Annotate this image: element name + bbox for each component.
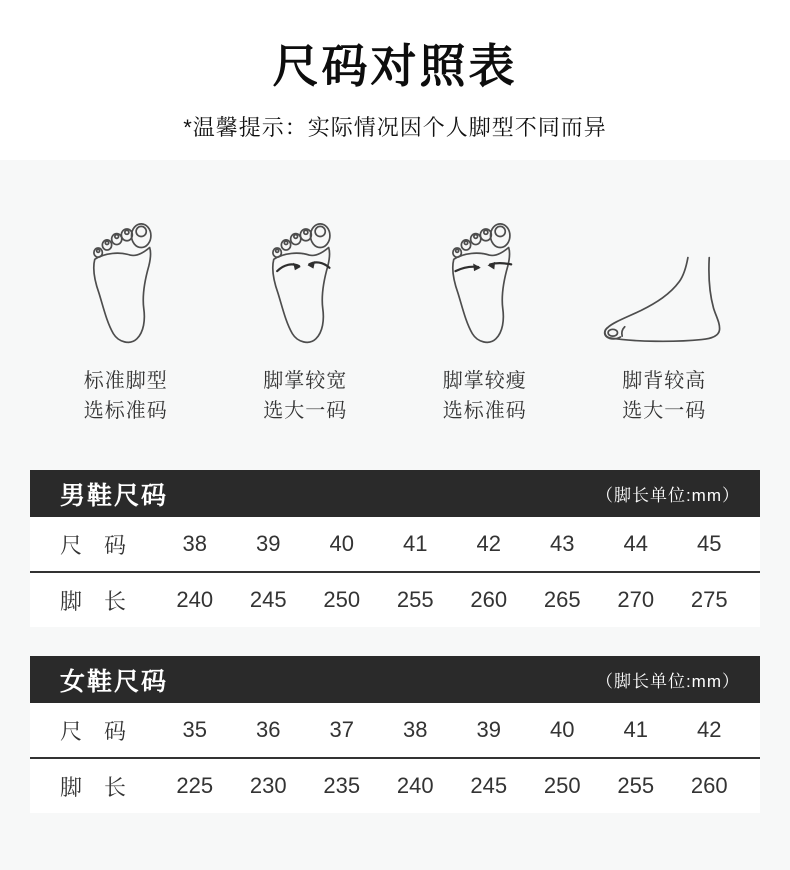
row-label: 尺 码 <box>60 532 127 558</box>
length-cell: 270 <box>617 587 655 612</box>
length-cell: 230 <box>249 773 287 798</box>
womens-table-header <box>30 656 760 703</box>
size-cell: 37 <box>329 717 354 742</box>
foot-guide-label-line1: 标准脚型 <box>83 370 168 392</box>
length-cell: 240 <box>396 773 434 798</box>
length-cell: 250 <box>543 773 581 798</box>
mens-table-unit-note: （脚长单位:mm） <box>595 486 740 505</box>
size-cell: 38 <box>403 717 428 742</box>
foot-guide-wide <box>216 204 396 426</box>
size-cell: 40 <box>329 531 354 556</box>
foot-type-guide <box>0 160 790 426</box>
size-cell: 42 <box>476 531 501 556</box>
womens-table-unit-note: （脚长单位:mm） <box>595 672 740 691</box>
length-cell: 255 <box>396 587 434 612</box>
size-cell: 43 <box>550 531 575 556</box>
size-cell: 36 <box>256 717 281 742</box>
content-section <box>0 160 790 870</box>
foot-guide-label-line2: 选大一码 <box>622 400 707 422</box>
length-cell: 255 <box>617 773 655 798</box>
size-cell: 38 <box>182 531 207 556</box>
size-cell: 41 <box>623 717 648 742</box>
length-cell: 225 <box>176 773 214 798</box>
foot-guide-label-line2: 选大一码 <box>263 400 348 422</box>
womens-size-table <box>30 656 760 813</box>
length-cell: 250 <box>323 587 361 612</box>
size-cell: 39 <box>256 531 281 556</box>
foot-guide-narrow <box>395 204 575 426</box>
womens-table-title: 女鞋尺码 <box>60 667 169 696</box>
size-cell: 35 <box>182 717 207 742</box>
foot-high-instep-icon <box>600 255 728 349</box>
mens-table-header <box>30 470 760 517</box>
length-cell: 235 <box>323 773 361 798</box>
length-cell: 265 <box>543 587 581 612</box>
foot-wide-icon <box>267 222 343 349</box>
length-cell: 275 <box>690 587 728 612</box>
length-cell: 245 <box>249 587 287 612</box>
mens-size-table <box>30 470 760 627</box>
foot-guide-label-line1: 脚掌较瘦 <box>442 370 527 392</box>
foot-guide-label-line1: 脚背较高 <box>622 370 707 392</box>
size-cell: 39 <box>476 717 501 742</box>
foot-narrow-icon <box>447 222 523 349</box>
row-label: 脚 长 <box>60 588 127 614</box>
size-cell: 42 <box>697 717 722 742</box>
foot-guide-label-line2: 选标准码 <box>442 400 527 422</box>
womens-size-row <box>30 703 760 757</box>
size-cell: 45 <box>697 531 722 556</box>
length-cell: 245 <box>470 773 508 798</box>
foot-guide-standard <box>36 204 216 426</box>
row-label: 尺 码 <box>60 718 127 744</box>
page-subtitle: *温馨提示：实际情况因个人脚型不同而异 <box>183 115 607 140</box>
mens-table-title: 男鞋尺码 <box>60 481 169 510</box>
page-title: 尺码对照表 <box>272 40 518 92</box>
size-cell: 40 <box>550 717 575 742</box>
length-cell: 260 <box>690 773 728 798</box>
foot-guide-label-line1: 脚掌较宽 <box>263 370 348 392</box>
womens-footlength-row <box>30 759 760 813</box>
page-header <box>0 0 790 160</box>
row-label: 脚 长 <box>60 774 127 800</box>
foot-standard-icon <box>88 222 164 349</box>
foot-guide-high-instep <box>575 204 755 426</box>
size-cell: 41 <box>403 531 428 556</box>
length-cell: 240 <box>176 587 214 612</box>
foot-guide-label-line2: 选标准码 <box>83 400 168 422</box>
mens-footlength-row <box>30 573 760 627</box>
size-cell: 44 <box>623 531 648 556</box>
length-cell: 260 <box>470 587 508 612</box>
mens-size-row <box>30 517 760 571</box>
